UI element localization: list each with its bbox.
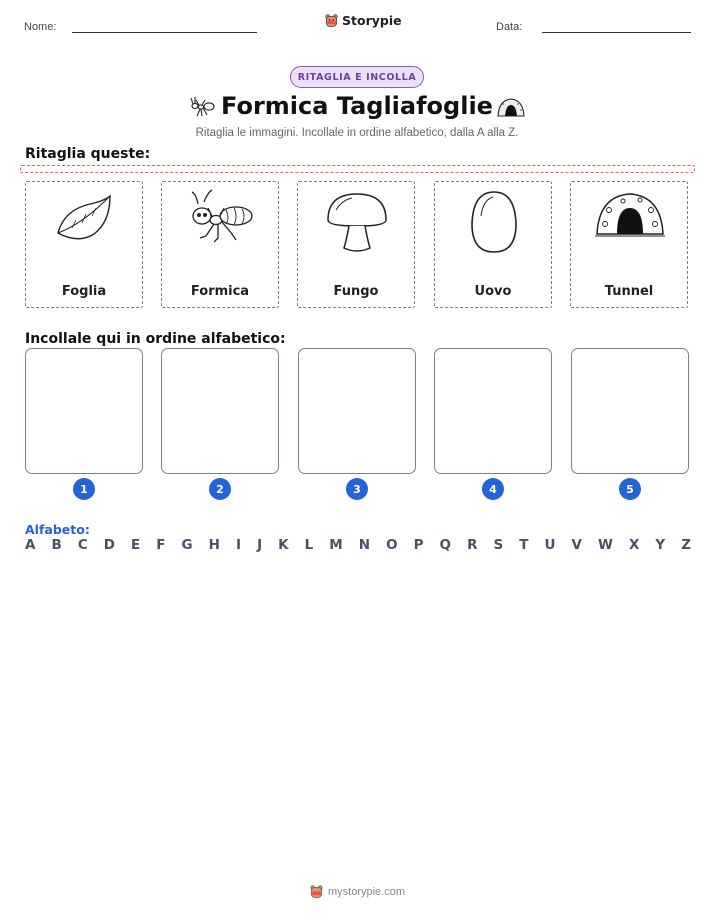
alphabet-heading: Alfabeto: xyxy=(25,522,90,537)
alphabet-letter: O xyxy=(386,537,398,553)
alphabet-letter: B xyxy=(51,537,62,553)
card-label: Fungo xyxy=(333,284,379,299)
brand-logo xyxy=(324,13,402,28)
tunnel-icon xyxy=(595,188,665,248)
alphabet-letter: D xyxy=(103,537,115,553)
name-label: Nome: xyxy=(24,21,57,33)
alphabet-letter: U xyxy=(544,537,556,553)
instructions: Ritaglia le immagini. Incollale in ordine alfabetico, dalla A alla Z. xyxy=(195,127,519,139)
brand-name: Storypie xyxy=(342,13,402,28)
cut-card-formica[interactable] xyxy=(161,181,279,308)
alphabet-letter: X xyxy=(628,537,640,553)
alphabet-letter: S xyxy=(493,537,504,553)
cut-section-heading: Ritaglia queste: xyxy=(25,146,151,162)
alphabet-letter: E xyxy=(131,537,141,553)
cut-card-fungo[interactable] xyxy=(297,181,415,308)
paste-box-5[interactable] xyxy=(571,348,689,474)
date-label: Data: xyxy=(496,21,523,33)
order-number-5: 5 xyxy=(619,478,641,500)
bear-footer-icon xyxy=(309,884,324,899)
card-label: Tunnel xyxy=(604,284,654,299)
egg-icon xyxy=(459,188,529,254)
order-number-2: 2 xyxy=(209,478,231,500)
alphabet-letter: M xyxy=(329,537,343,553)
tunnel-title-icon xyxy=(496,96,526,118)
alphabet-letter: C xyxy=(77,537,88,553)
activity-badge: RITAGLIA E INCOLLA xyxy=(290,66,424,88)
card-label: Uovo xyxy=(474,284,512,299)
alphabet-letter: J xyxy=(257,537,263,553)
alphabet-letter: H xyxy=(208,537,220,553)
paste-box-1[interactable] xyxy=(25,348,143,474)
date-write-line[interactable] xyxy=(542,32,691,33)
page-title: Formica Tagliafoglie xyxy=(221,92,493,120)
cut-card-uovo[interactable] xyxy=(434,181,552,308)
alphabet-letter: A xyxy=(25,537,36,553)
order-number-3: 3 xyxy=(346,478,368,500)
cut-card-foglia[interactable] xyxy=(25,181,143,308)
footer-url[interactable]: mystorypie.com xyxy=(328,885,406,898)
alphabet-letter: N xyxy=(358,537,371,553)
footer xyxy=(309,884,405,899)
order-number-1: 1 xyxy=(73,478,95,500)
alphabet-letter: P xyxy=(413,537,424,553)
mushroom-icon xyxy=(322,188,392,254)
leaf-icon xyxy=(50,188,120,250)
alphabet-letter: W xyxy=(598,537,613,553)
bear-logo-icon xyxy=(324,13,339,28)
alphabet-letter: R xyxy=(467,537,478,553)
cut-card-tunnel[interactable] xyxy=(570,181,688,308)
paste-section-heading: Incollale qui in ordine alfabetico: xyxy=(25,331,286,347)
alphabet-letter: Y xyxy=(655,537,666,553)
alphabet-letter: I xyxy=(236,537,242,553)
card-label: Foglia xyxy=(61,284,107,299)
paste-box-3[interactable] xyxy=(298,348,416,474)
alphabet-letter: F xyxy=(156,537,166,553)
alphabet-letter: Z xyxy=(681,537,691,553)
name-write-line[interactable] xyxy=(72,32,257,33)
paste-box-4[interactable] xyxy=(434,348,552,474)
alphabet-letter: V xyxy=(571,537,582,553)
cut-line xyxy=(20,165,695,173)
alphabet-letter: T xyxy=(519,537,529,553)
alphabet-letter: K xyxy=(278,537,289,553)
alphabet-row xyxy=(25,537,691,553)
alphabet-letter: G xyxy=(181,537,193,553)
alphabet-letter: L xyxy=(304,537,314,553)
order-number-4: 4 xyxy=(482,478,504,500)
paste-box-2[interactable] xyxy=(161,348,279,474)
ant-icon xyxy=(186,188,256,250)
alphabet-letter: Q xyxy=(439,537,452,553)
card-label: Formica xyxy=(190,284,250,299)
